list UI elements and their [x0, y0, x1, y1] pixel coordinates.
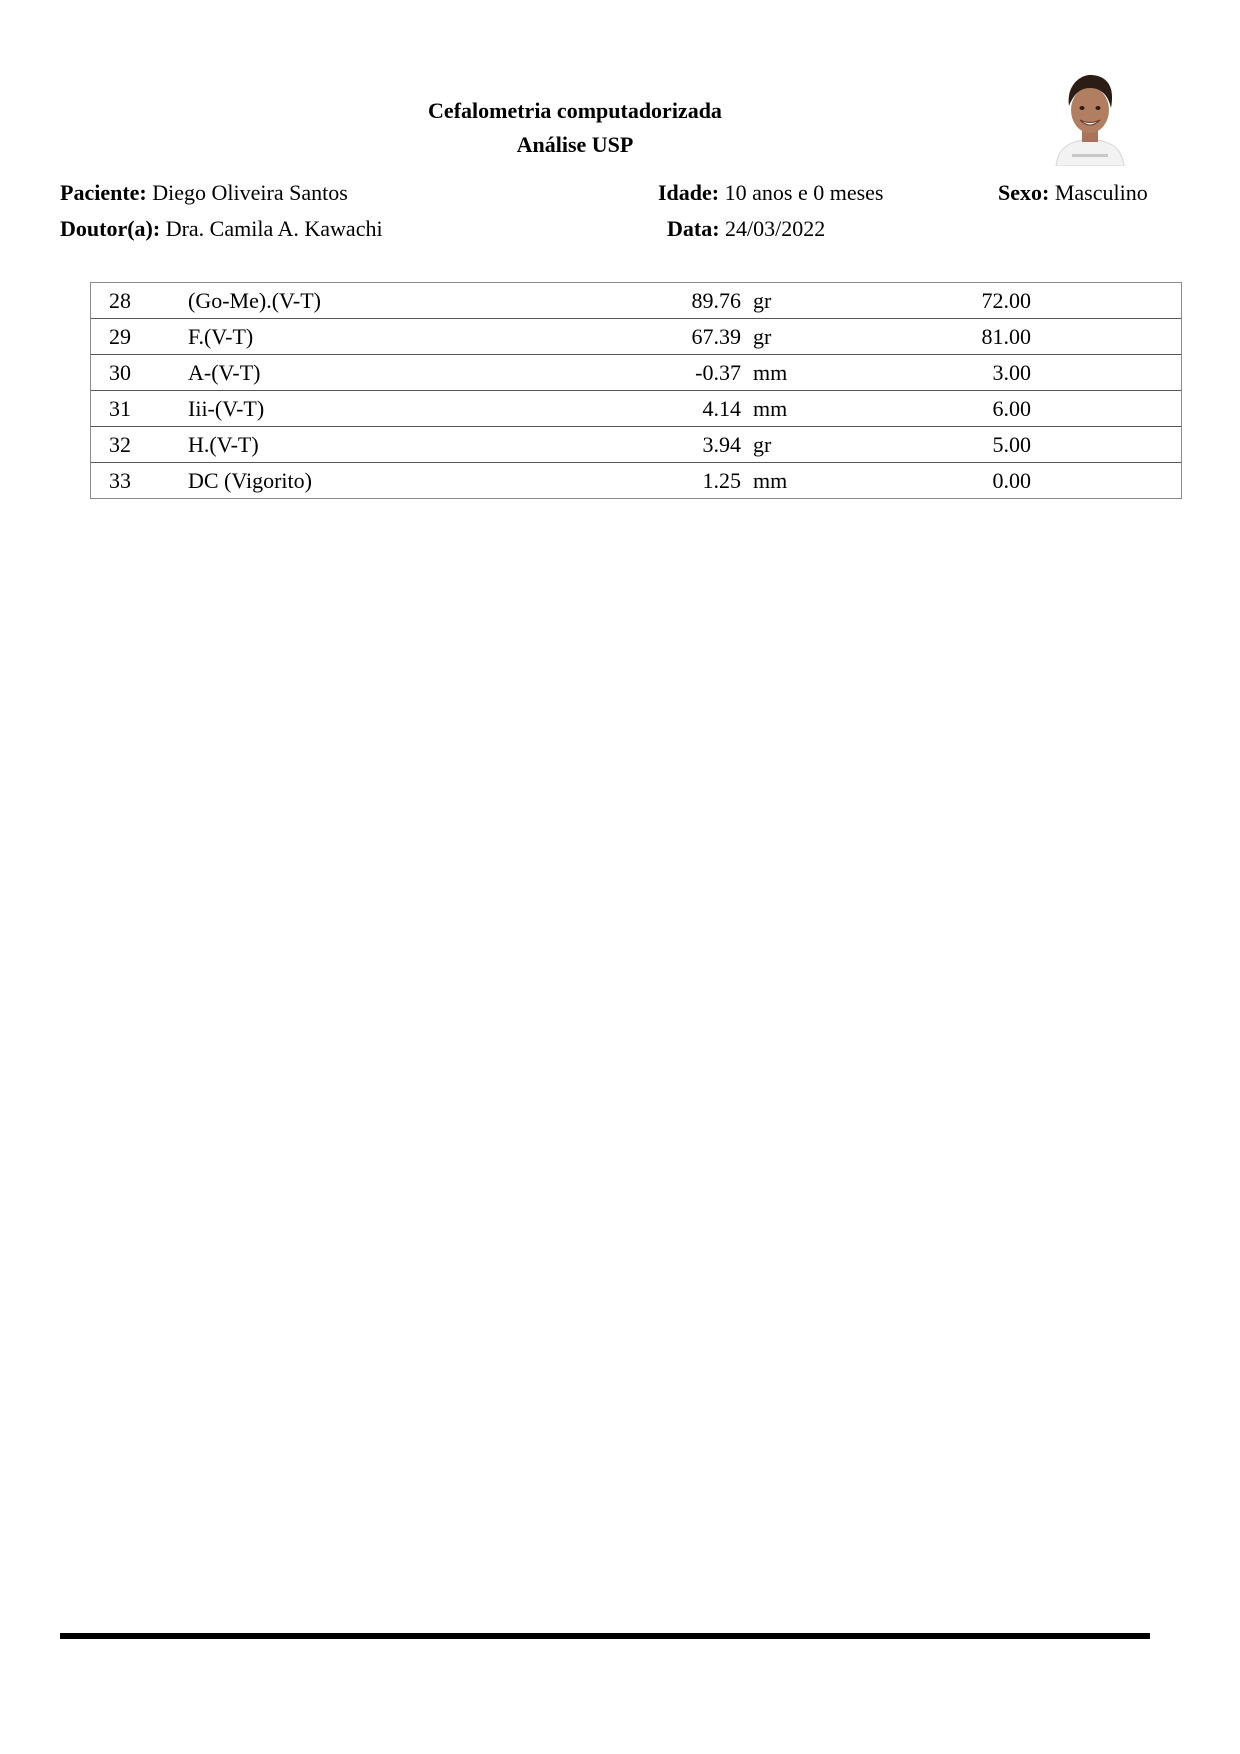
- measurement-name: H.(V-T): [188, 432, 259, 457]
- measurement-name: F.(V-T): [188, 324, 254, 349]
- sex-value: Masculino: [1054, 180, 1148, 205]
- measured-value: 67.39: [691, 324, 741, 349]
- measurement-unit: mm: [753, 396, 788, 421]
- norm-value: 72.00: [981, 288, 1031, 313]
- report-title: Cefalometria computadorizada: [428, 98, 722, 123]
- age-field: [658, 180, 883, 206]
- measurement-name: DC (Vigorito): [188, 468, 312, 493]
- measurement-unit: gr: [753, 432, 772, 457]
- sex-field: [998, 180, 1148, 206]
- measured-value: 3.94: [702, 432, 741, 457]
- norm-value: 6.00: [992, 396, 1031, 421]
- row-number: 33: [109, 468, 131, 493]
- measurement-unit: gr: [753, 324, 772, 349]
- table-row: [91, 463, 1181, 498]
- doctor-label: Doutor(a):: [60, 216, 161, 241]
- measured-value: 4.14: [702, 396, 741, 421]
- row-number: 30: [109, 360, 131, 385]
- norm-value: 0.00: [992, 468, 1031, 493]
- date-label: Data:: [667, 216, 720, 241]
- measurement-unit: mm: [753, 468, 788, 493]
- row-number: 31: [109, 396, 131, 421]
- doctor-name: Dra. Camila A. Kawachi: [165, 216, 383, 241]
- measurement-name: Iii-(V-T): [188, 396, 265, 421]
- footer-divider: [60, 1633, 1150, 1639]
- measurements-table: [90, 282, 1182, 499]
- measured-value: 89.76: [691, 288, 741, 313]
- measurement-name: A-(V-T): [188, 360, 261, 385]
- measurement-name: (Go-Me).(V-T): [188, 288, 321, 313]
- patient-field: [60, 180, 348, 206]
- table-row: [91, 283, 1181, 319]
- norm-value: 3.00: [992, 360, 1031, 385]
- patient-photo: [1052, 70, 1128, 166]
- row-number: 29: [109, 324, 131, 349]
- age-value: 10 anos e 0 meses: [724, 180, 884, 205]
- norm-value: 5.00: [992, 432, 1031, 457]
- norm-value: 81.00: [981, 324, 1031, 349]
- row-number: 28: [109, 288, 131, 313]
- age-label: Idade:: [658, 180, 720, 205]
- table-row: [91, 427, 1181, 463]
- date-field: [667, 216, 825, 242]
- patient-name: Diego Oliveira Santos: [152, 180, 348, 205]
- measured-value: -0.37: [695, 360, 741, 385]
- measured-value: 1.25: [702, 468, 741, 493]
- table-row: [91, 319, 1181, 355]
- patient-label: Paciente:: [60, 180, 147, 205]
- report-subtitle: Análise USP: [516, 132, 634, 157]
- doctor-field: [60, 216, 383, 242]
- table-row: [91, 391, 1181, 427]
- row-number: 32: [109, 432, 131, 457]
- table-row: [91, 355, 1181, 391]
- measurement-unit: mm: [753, 360, 788, 385]
- sex-label: Sexo:: [998, 180, 1050, 205]
- measurement-unit: gr: [753, 288, 772, 313]
- date-value: 24/03/2022: [725, 216, 826, 241]
